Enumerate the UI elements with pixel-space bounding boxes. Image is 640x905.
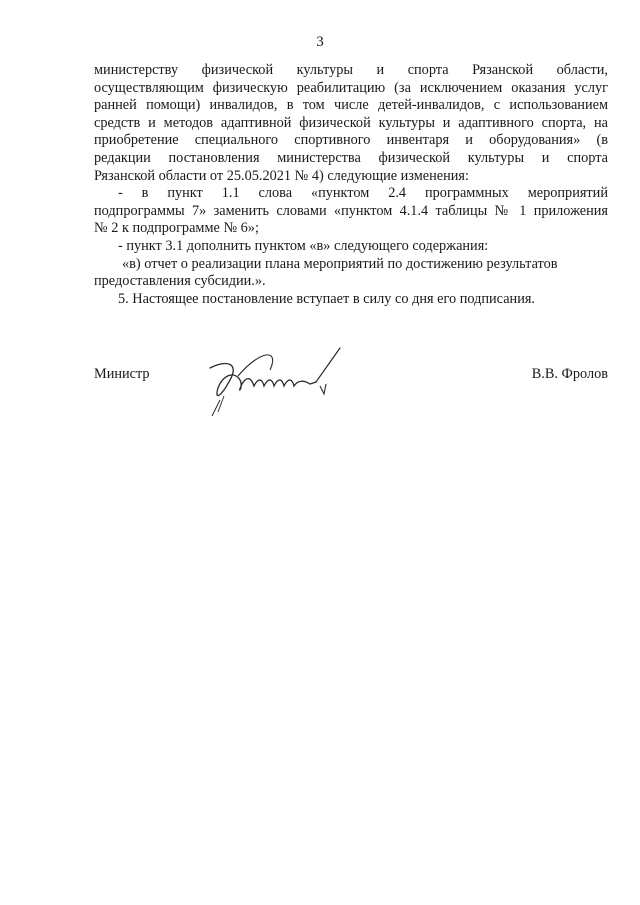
- text-line: осуществляющим физическую реабилитацию (за исключением оказания услуг: [94, 79, 608, 96]
- document-body: [94, 62, 608, 308]
- text-line: редакции постановления министерства физической культуры и спорта: [94, 149, 608, 166]
- signatory-name: В.В. Фролов: [531, 366, 608, 382]
- text-line: средств и методов адаптивной физической культуры и адаптивного спорта, на: [94, 114, 608, 131]
- text-line: предоставления субсидии.».: [94, 273, 266, 290]
- text-line: министерству физической культуры и спорта Рязанской области,: [94, 62, 608, 78]
- signatory-title: Министр: [94, 366, 150, 382]
- text-line: Рязанской области от 25.05.2021 № 4) следующие изменения:: [94, 167, 469, 184]
- page-number: 3: [316, 34, 324, 50]
- handwritten-signature: [200, 340, 350, 420]
- text-line: 5. Настоящее постановление вступает в силу со дня его подписания.: [118, 290, 535, 307]
- text-line: приобретение специального спортивного инвентаря и оборудования» (в: [94, 132, 608, 149]
- text-line: - пункт 3.1 дополнить пунктом «в» следующего содержания:: [118, 237, 489, 254]
- text-line: «в) отчет о реализации плана мероприятий по достижению результатов: [122, 255, 558, 272]
- text-line: - в пункт 1.1 слова «пунктом 2.4 программных мероприятий: [118, 185, 608, 202]
- text-line: ранней помощи) инвалидов, в том числе детей-инвалидов, с использованием: [94, 97, 608, 114]
- text-line: подпрограммы 7» заменить словами «пунктом 4.1.4 таблицы № 1 приложения: [94, 202, 608, 219]
- text-line: № 2 к подпрограмме № 6»;: [94, 220, 259, 237]
